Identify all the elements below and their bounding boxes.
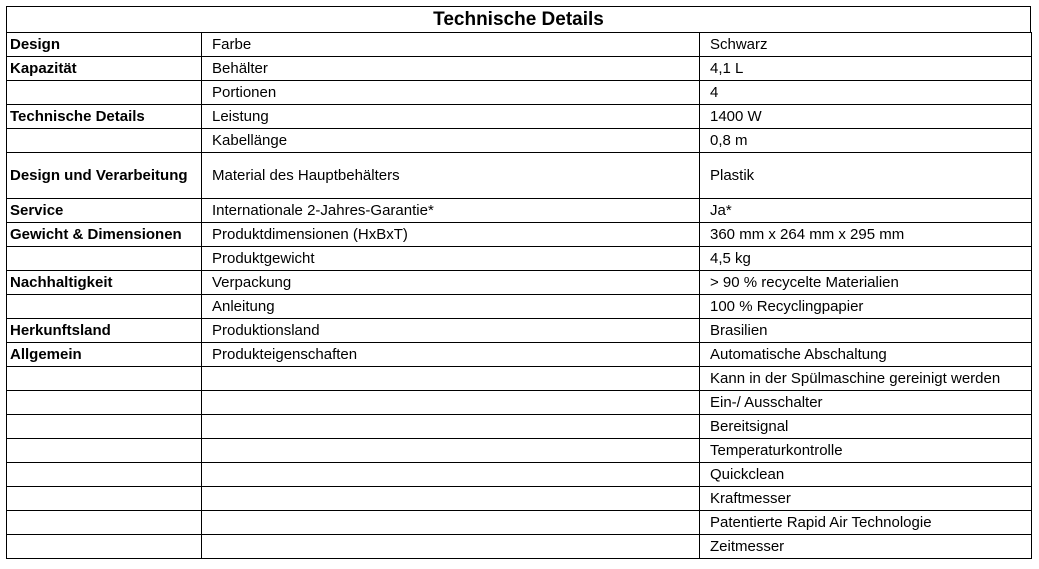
table-row <box>7 271 1032 295</box>
value-cell: 4,5 kg <box>700 247 1032 271</box>
property-cell <box>202 535 700 559</box>
property-cell: Leistung <box>202 105 700 129</box>
table-row <box>7 343 1032 367</box>
value-cell: Automatische Abschaltung <box>700 343 1032 367</box>
table-row <box>7 105 1032 129</box>
value-cell: 360 mm x 264 mm x 295 mm <box>700 223 1032 247</box>
value-cell: Brasilien <box>700 319 1032 343</box>
property-cell: Produktionsland <box>202 319 700 343</box>
table-row <box>7 415 1032 439</box>
value-cell: Kann in der Spülmaschine gereinigt werden <box>700 367 1032 391</box>
value-cell: Quickclean <box>700 463 1032 487</box>
category-cell: Technische Details <box>7 105 202 129</box>
category-cell: Allgemein <box>7 343 202 367</box>
table-row <box>7 33 1032 57</box>
value-cell: Temperaturkontrolle <box>700 439 1032 463</box>
property-cell <box>202 391 700 415</box>
category-cell <box>7 415 202 439</box>
property-cell: Anleitung <box>202 295 700 319</box>
property-cell: Produktdimensionen (HxBxT) <box>202 223 700 247</box>
table-row <box>7 439 1032 463</box>
value-cell: 100 % Recyclingpapier <box>700 295 1032 319</box>
table-row <box>7 367 1032 391</box>
category-cell: Kapazität <box>7 57 202 81</box>
category-cell: Nachhaltigkeit <box>7 271 202 295</box>
value-cell: Patentierte Rapid Air Technologie <box>700 511 1032 535</box>
table-row <box>7 247 1032 271</box>
property-cell: Material des Hauptbehälters <box>202 153 700 199</box>
table-row <box>7 199 1032 223</box>
spec-sheet <box>6 6 1031 559</box>
category-cell <box>7 487 202 511</box>
category-cell <box>7 439 202 463</box>
value-cell: Bereitsignal <box>700 415 1032 439</box>
property-cell: Kabellänge <box>202 129 700 153</box>
property-cell: Internationale 2-Jahres-Garantie* <box>202 199 700 223</box>
category-cell: Design und Verarbeitung <box>7 153 202 199</box>
table-row <box>7 535 1032 559</box>
category-cell: Gewicht & Dimensionen <box>7 223 202 247</box>
category-cell <box>7 511 202 535</box>
table-row <box>7 391 1032 415</box>
category-cell <box>7 391 202 415</box>
value-cell: Kraftmesser <box>700 487 1032 511</box>
property-cell <box>202 511 700 535</box>
spec-table <box>6 32 1032 559</box>
property-cell: Farbe <box>202 33 700 57</box>
property-cell: Produktgewicht <box>202 247 700 271</box>
value-cell: Schwarz <box>700 33 1032 57</box>
value-cell: 1400 W <box>700 105 1032 129</box>
category-cell <box>7 81 202 105</box>
category-cell <box>7 535 202 559</box>
category-cell <box>7 129 202 153</box>
table-row <box>7 511 1032 535</box>
table-title: Technische Details <box>6 6 1031 32</box>
category-cell: Service <box>7 199 202 223</box>
property-cell: Portionen <box>202 81 700 105</box>
table-row <box>7 129 1032 153</box>
category-cell: Design <box>7 33 202 57</box>
category-cell <box>7 463 202 487</box>
category-cell <box>7 367 202 391</box>
value-cell: Ja* <box>700 199 1032 223</box>
property-cell: Produkteigenschaften <box>202 343 700 367</box>
table-row <box>7 319 1032 343</box>
table-row <box>7 57 1032 81</box>
property-cell <box>202 367 700 391</box>
value-cell: 0,8 m <box>700 129 1032 153</box>
table-row <box>7 223 1032 247</box>
table-row <box>7 81 1032 105</box>
property-cell <box>202 439 700 463</box>
value-cell: 4,1 L <box>700 57 1032 81</box>
property-cell: Verpackung <box>202 271 700 295</box>
property-cell <box>202 415 700 439</box>
value-cell: 4 <box>700 81 1032 105</box>
property-cell <box>202 463 700 487</box>
table-row <box>7 295 1032 319</box>
spec-table-body <box>7 33 1032 559</box>
property-cell <box>202 487 700 511</box>
category-cell <box>7 295 202 319</box>
table-row <box>7 153 1032 199</box>
value-cell: Plastik <box>700 153 1032 199</box>
value-cell: Ein-/ Ausschalter <box>700 391 1032 415</box>
table-row <box>7 487 1032 511</box>
value-cell: Zeitmesser <box>700 535 1032 559</box>
table-row <box>7 463 1032 487</box>
property-cell: Behälter <box>202 57 700 81</box>
value-cell: > 90 % recycelte Materialien <box>700 271 1032 295</box>
category-cell <box>7 247 202 271</box>
category-cell: Herkunftsland <box>7 319 202 343</box>
